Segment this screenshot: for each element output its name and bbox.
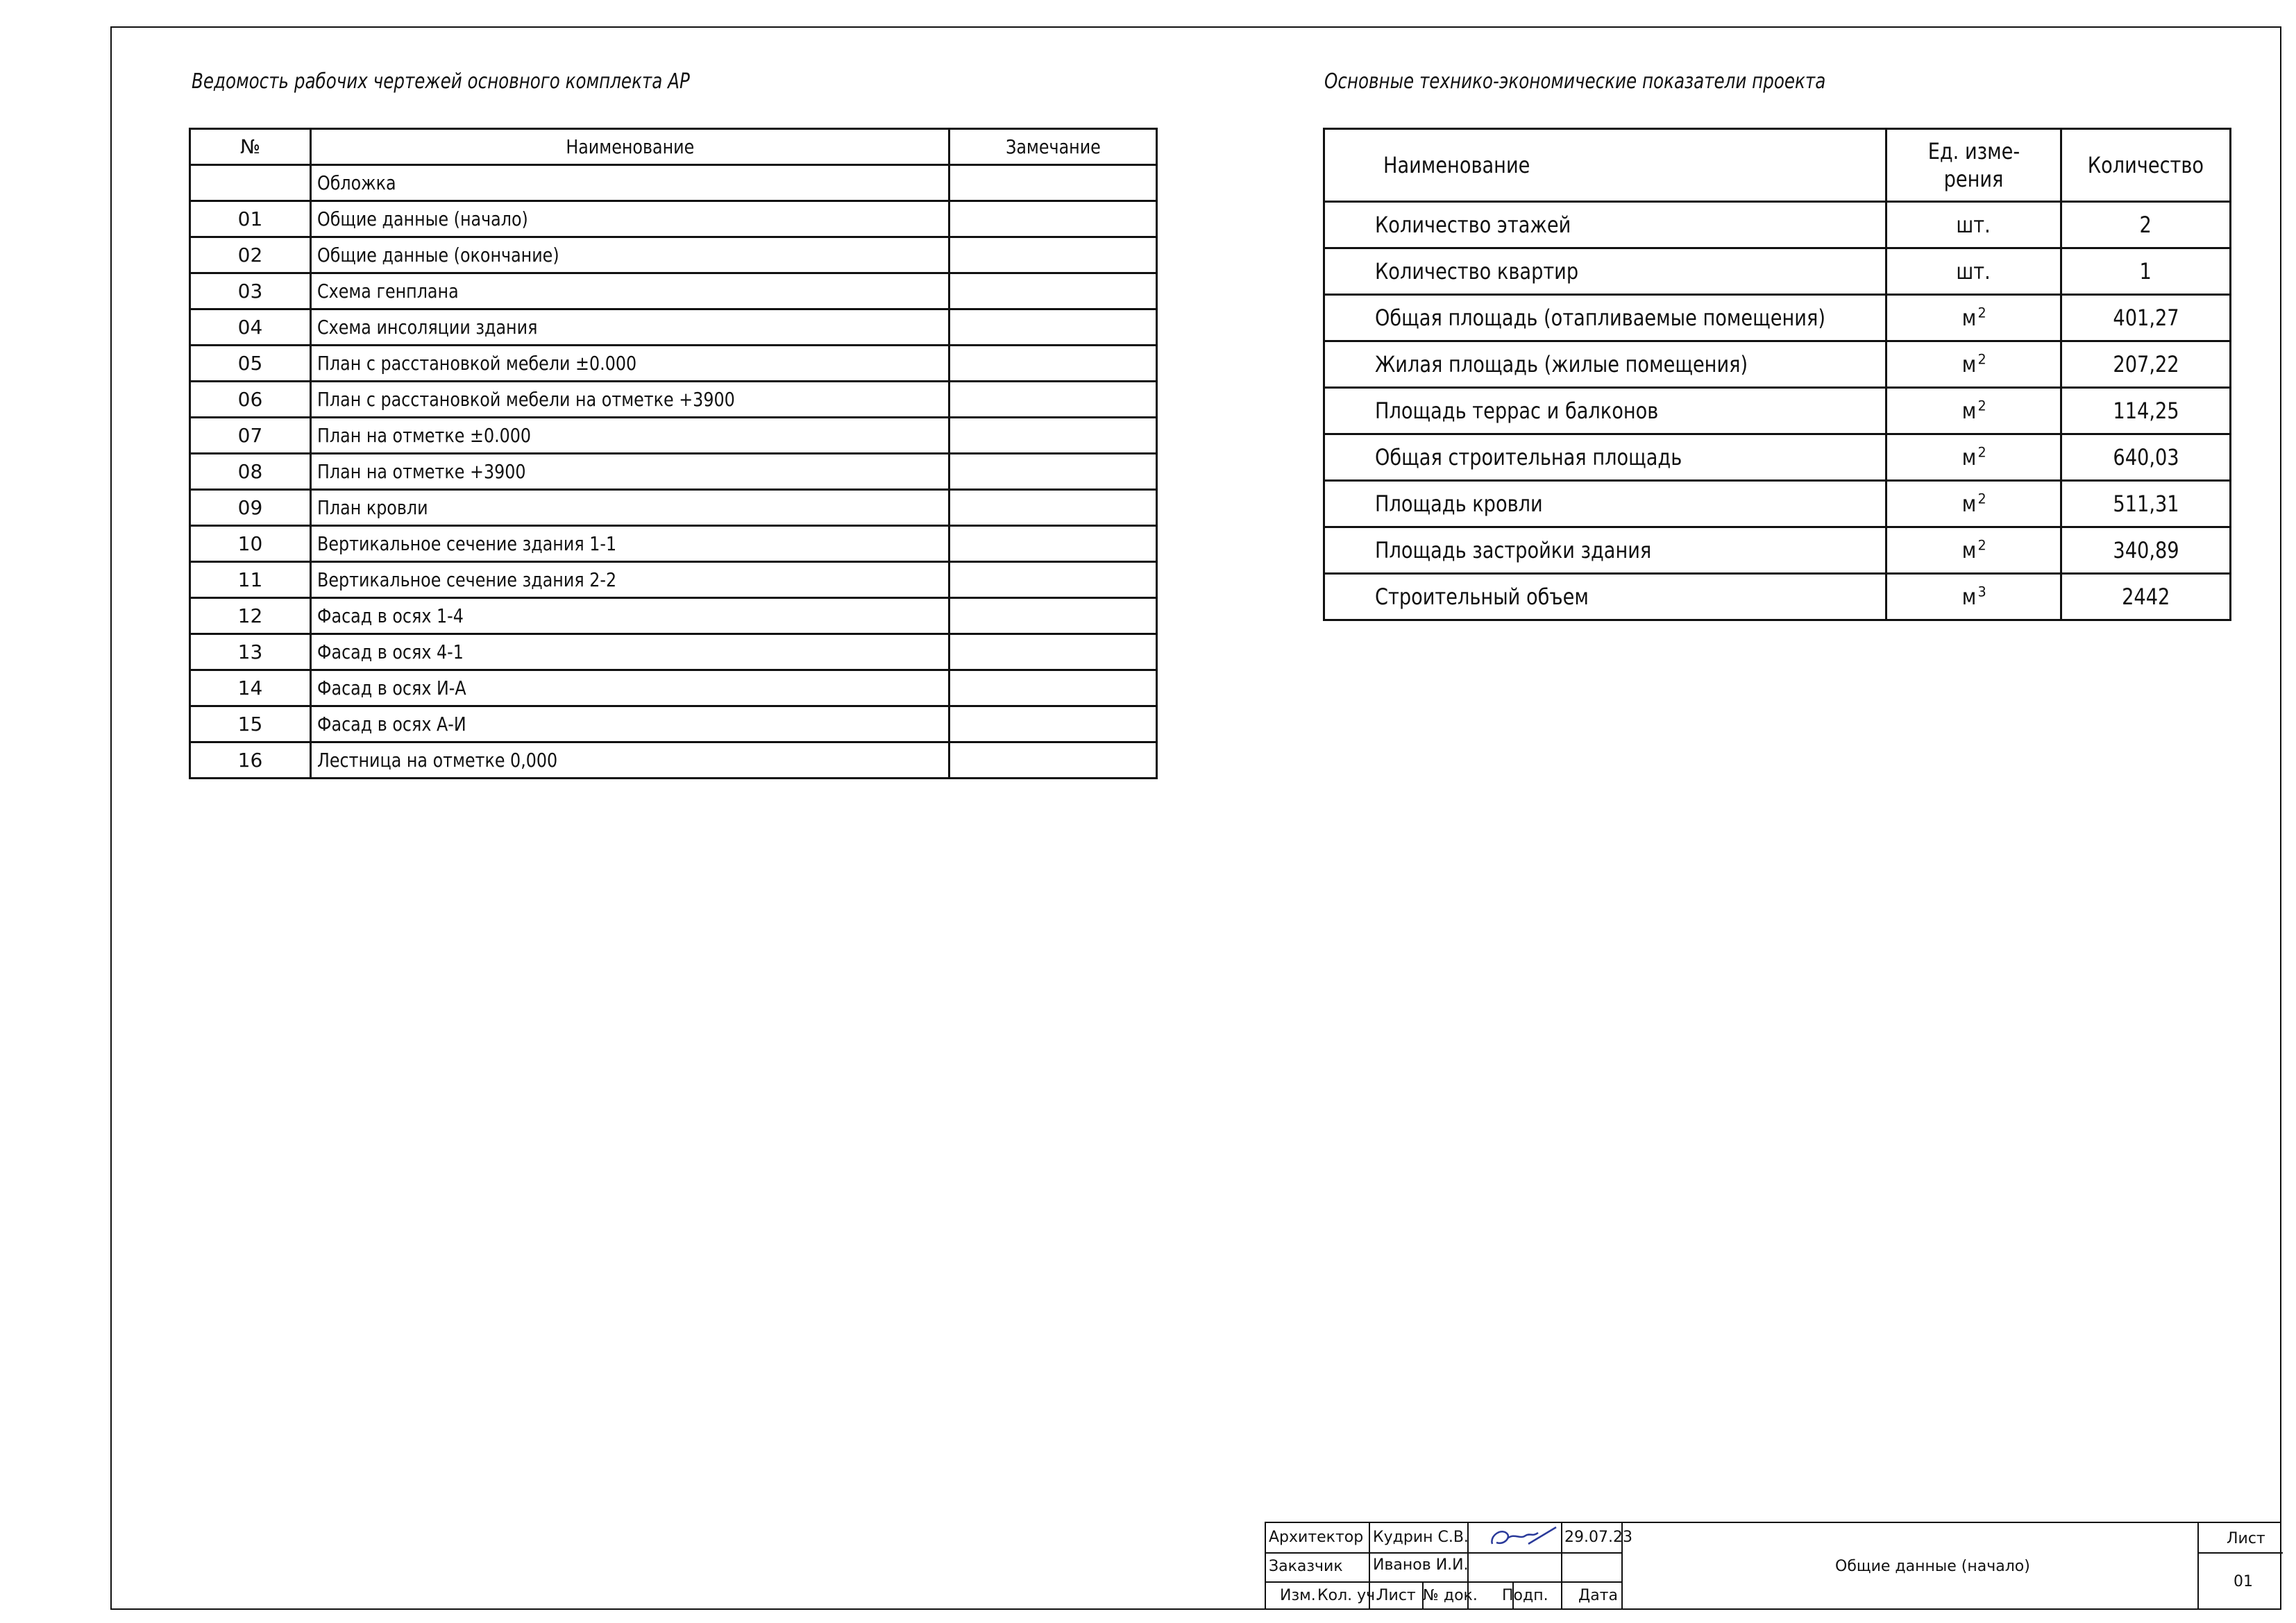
indicator-name: Площадь кровли	[1324, 481, 1886, 527]
sheet-note	[949, 165, 1157, 201]
sheet-note	[949, 309, 1157, 346]
sheet-note	[949, 418, 1157, 454]
sheet-name: Вертикальное сечение здания 1-1	[311, 526, 949, 562]
sheet-number: 06	[190, 382, 311, 418]
sheet-number	[190, 165, 311, 201]
unit-exponent: 2	[1977, 305, 1986, 321]
sheet-note	[949, 634, 1157, 670]
sheet-name: Общие данные (начало)	[311, 201, 949, 237]
sheet-number: 07	[190, 418, 311, 454]
table-row	[190, 418, 1157, 454]
indicator-name: Площадь террас и балконов	[1324, 388, 1886, 434]
tech-indicators-table	[1323, 128, 2231, 621]
header-note: Замечание	[949, 129, 1157, 165]
indicator-unit: $м^2$	[1886, 434, 2061, 481]
sheet-number: 11	[190, 562, 311, 598]
sheet-note	[949, 273, 1157, 309]
indicator-qty: 114,25	[2061, 388, 2231, 434]
indicator-unit: $м^2$	[1886, 481, 2061, 527]
indicator-name: Количество квартир	[1324, 248, 1886, 295]
stamp-role-architect: Архитектор	[1269, 1529, 1364, 1546]
sheet-name: Фасад в осях 1-4	[311, 598, 949, 634]
header-name: Наименование	[311, 129, 949, 165]
sheet-number: 08	[190, 454, 311, 490]
table-row	[1324, 481, 2231, 527]
indicator-unit: $м^2$	[1886, 341, 2061, 388]
table-row	[190, 346, 1157, 382]
tech-header-unit: Ед. изме- рения	[1886, 129, 2061, 202]
sheet-note	[949, 454, 1157, 490]
stamp-col-doc: № док.	[1423, 1587, 1478, 1604]
indicator-qty: 340,89	[2061, 527, 2231, 574]
sheet-number: 10	[190, 526, 311, 562]
stamp-sheet-number: 01	[2234, 1573, 2253, 1590]
unit-exponent: 2	[1977, 537, 1986, 554]
stamp-col-count: Кол. уч.	[1317, 1587, 1381, 1604]
sheet-number: 16	[190, 742, 311, 779]
indicator-unit: $м^2$	[1886, 388, 2061, 434]
unit-exponent: 2	[1977, 444, 1986, 461]
indicator-unit: $м^3$	[1886, 574, 2061, 620]
sheet-note	[949, 237, 1157, 273]
indicator-qty: 2442	[2061, 574, 2231, 620]
unit-exponent: 2	[1977, 351, 1986, 368]
table-row	[190, 598, 1157, 634]
sheet-list-table	[189, 128, 1158, 779]
indicator-unit: $м^2$	[1886, 527, 2061, 574]
sheet-name: Обложка	[311, 165, 949, 201]
tech-header	[1324, 129, 2231, 202]
sheet-note	[949, 562, 1157, 598]
indicator-qty: 1	[2061, 248, 2231, 295]
sheet-name: План на отметке +3900	[311, 454, 949, 490]
table-row	[190, 526, 1157, 562]
table-row	[190, 706, 1157, 742]
sheet-note	[949, 598, 1157, 634]
sheet-number: 05	[190, 346, 311, 382]
indicator-name: Количество этажей	[1324, 202, 1886, 248]
indicator-name: Строительный объем	[1324, 574, 1886, 620]
table-row	[1324, 527, 2231, 574]
table-row	[190, 309, 1157, 346]
sheet-note	[949, 201, 1157, 237]
title-block	[1265, 1522, 2281, 1610]
table-row	[190, 237, 1157, 273]
sheet-name: Фасад в осях И-А	[311, 670, 949, 706]
sheet-name: Вертикальное сечение здания 2-2	[311, 562, 949, 598]
table-row	[190, 490, 1157, 526]
table-row	[190, 562, 1157, 598]
table-row	[190, 670, 1157, 706]
table-row	[1324, 202, 2231, 248]
stamp-col-date: Дата	[1578, 1587, 1618, 1604]
tech-header-qty: Количество	[2061, 129, 2231, 202]
sheet-name: Схема инсоляции здания	[311, 309, 949, 346]
stamp-sheet-label: Лист	[2227, 1530, 2265, 1547]
indicator-qty: 207,22	[2061, 341, 2231, 388]
sheet-note	[949, 490, 1157, 526]
sheet-note	[949, 382, 1157, 418]
stamp-col-sheet: Лист	[1377, 1587, 1416, 1604]
signature-icon	[1487, 1523, 1560, 1552]
table-row	[190, 165, 1157, 201]
tech-indicators-title: Основные технико-экономические показатели проекта	[1324, 69, 1826, 94]
sheet-number: 04	[190, 309, 311, 346]
sheet-number: 09	[190, 490, 311, 526]
indicator-name: Общая площадь (отапливаемые помещения)	[1324, 295, 1886, 341]
table-row	[1324, 388, 2231, 434]
indicator-name: Общая строительная площадь	[1324, 434, 1886, 481]
table-row	[1324, 295, 2231, 341]
sheet-name: Общие данные (окончание)	[311, 237, 949, 273]
stamp-person-architect: Кудрин С.В.	[1373, 1529, 1469, 1546]
indicator-qty: 640,03	[2061, 434, 2231, 481]
unit-exponent: 2	[1977, 398, 1986, 414]
indicator-qty: 2	[2061, 202, 2231, 248]
table-row	[190, 454, 1157, 490]
table-row	[1324, 574, 2231, 620]
sheet-list-title: Ведомость рабочих чертежей основного комплекта АР	[192, 69, 690, 94]
stamp-date: 29.07.23	[1564, 1529, 1632, 1546]
sheet-number: 03	[190, 273, 311, 309]
table-row	[190, 382, 1157, 418]
sheet-name: План на отметке ±0.000	[311, 418, 949, 454]
stamp-col-signature: Подп.	[1502, 1587, 1548, 1604]
unit-exponent: 2	[1977, 491, 1986, 507]
indicator-unit: шт.	[1886, 202, 2061, 248]
table-row	[190, 634, 1157, 670]
sheet-name: План кровли	[311, 490, 949, 526]
sheet-name: Схема генплана	[311, 273, 949, 309]
sheet-name: План с расстановкой мебели на отметке +3900	[311, 382, 949, 418]
table-row	[190, 742, 1157, 779]
tech-header-name: Наименование	[1324, 129, 1886, 202]
indicator-unit: шт.	[1886, 248, 2061, 295]
sheet-note	[949, 742, 1157, 779]
stamp-person-customer: Иванов И.И.	[1373, 1556, 1469, 1574]
table-row	[190, 201, 1157, 237]
sheet-name: Фасад в осях 4-1	[311, 634, 949, 670]
indicator-unit: $м^2$	[1886, 295, 2061, 341]
table-row	[1324, 434, 2231, 481]
sheet-number: 15	[190, 706, 311, 742]
indicator-qty: 401,27	[2061, 295, 2231, 341]
sheet-name: Лестница на отметке 0,000	[311, 742, 949, 779]
sheet-note	[949, 526, 1157, 562]
unit-exponent: 3	[1977, 584, 1986, 600]
header-number: №	[190, 129, 311, 165]
indicator-name: Площадь застройки здания	[1324, 527, 1886, 574]
stamp-col-change: Изм.	[1280, 1587, 1316, 1604]
table-row	[1324, 341, 2231, 388]
sheet-number: 13	[190, 634, 311, 670]
stamp-sheet-title: Общие данные (начало)	[1835, 1558, 2030, 1575]
sheet-note	[949, 706, 1157, 742]
sheet-name: Фасад в осях А-И	[311, 706, 949, 742]
stamp-role-customer: Заказчик	[1269, 1558, 1343, 1575]
sheet-number: 12	[190, 598, 311, 634]
indicator-qty: 511,31	[2061, 481, 2231, 527]
table-row	[1324, 248, 2231, 295]
sheet-number: 14	[190, 670, 311, 706]
sheet-list-header	[190, 129, 1157, 165]
sheet-number: 01	[190, 201, 311, 237]
sheet-note	[949, 670, 1157, 706]
sheet-number: 02	[190, 237, 311, 273]
sheet-note	[949, 346, 1157, 382]
indicator-name: Жилая площадь (жилые помещения)	[1324, 341, 1886, 388]
table-row	[190, 273, 1157, 309]
sheet-name: План с расстановкой мебели ±0.000	[311, 346, 949, 382]
